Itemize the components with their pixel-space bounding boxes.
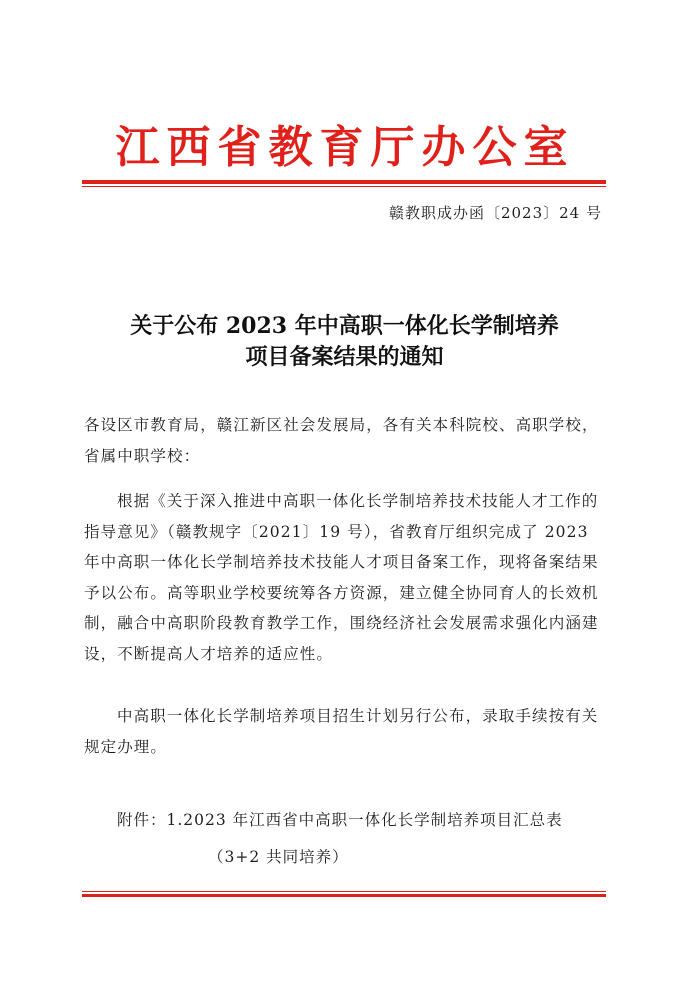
notice-title-line-2: 项目备案结果的通知 [245, 344, 444, 370]
salutation: 各设区市教育局，赣江新区社会发展局，各有关本科院校、高职学校，省属中职学校： [84, 416, 599, 465]
issuer-masthead: 江西省教育厅办公室 [115, 122, 575, 173]
header-red-rule-thin [82, 186, 606, 187]
body-paragraph-1: 根据《关于深入推进中高职一体化长学制培养技术技能人才工作的指导意见》（赣教规字〔2021〕19 号），省教育厅组织完成了 2023 年中高职一体化长学制培养技术技能人才项目备案工作，现将备案结果予以公布。高等职业学校要统筹各方资源，建立健全协同育人的长效机制，融合中高职阶段教育教学工作，围绕经济社会发展需求强化内涵建设，不断提高人才培养的适应性。 [84, 492, 599, 663]
body-paragraph-2: 中高职一体化长学制培养项目招生计划另行公布，录取手续按有关规定办理。 [84, 707, 599, 756]
attachment-line-1: 附件：1.2023 年江西省中高职一体化长学制培养项目汇总表 [117, 811, 563, 829]
document-number: 赣教职成办函〔2023〕24 号 [388, 204, 602, 222]
footer-red-rule-thin [82, 891, 606, 892]
attachment-line-2: （3+2 共同培养） [208, 848, 349, 866]
footer-red-rule-thick [82, 894, 606, 897]
notice-title-line-1: 关于公布 2023 年中高职一体化长学制培养 [130, 313, 559, 339]
header-red-rule-thick [82, 180, 606, 184]
